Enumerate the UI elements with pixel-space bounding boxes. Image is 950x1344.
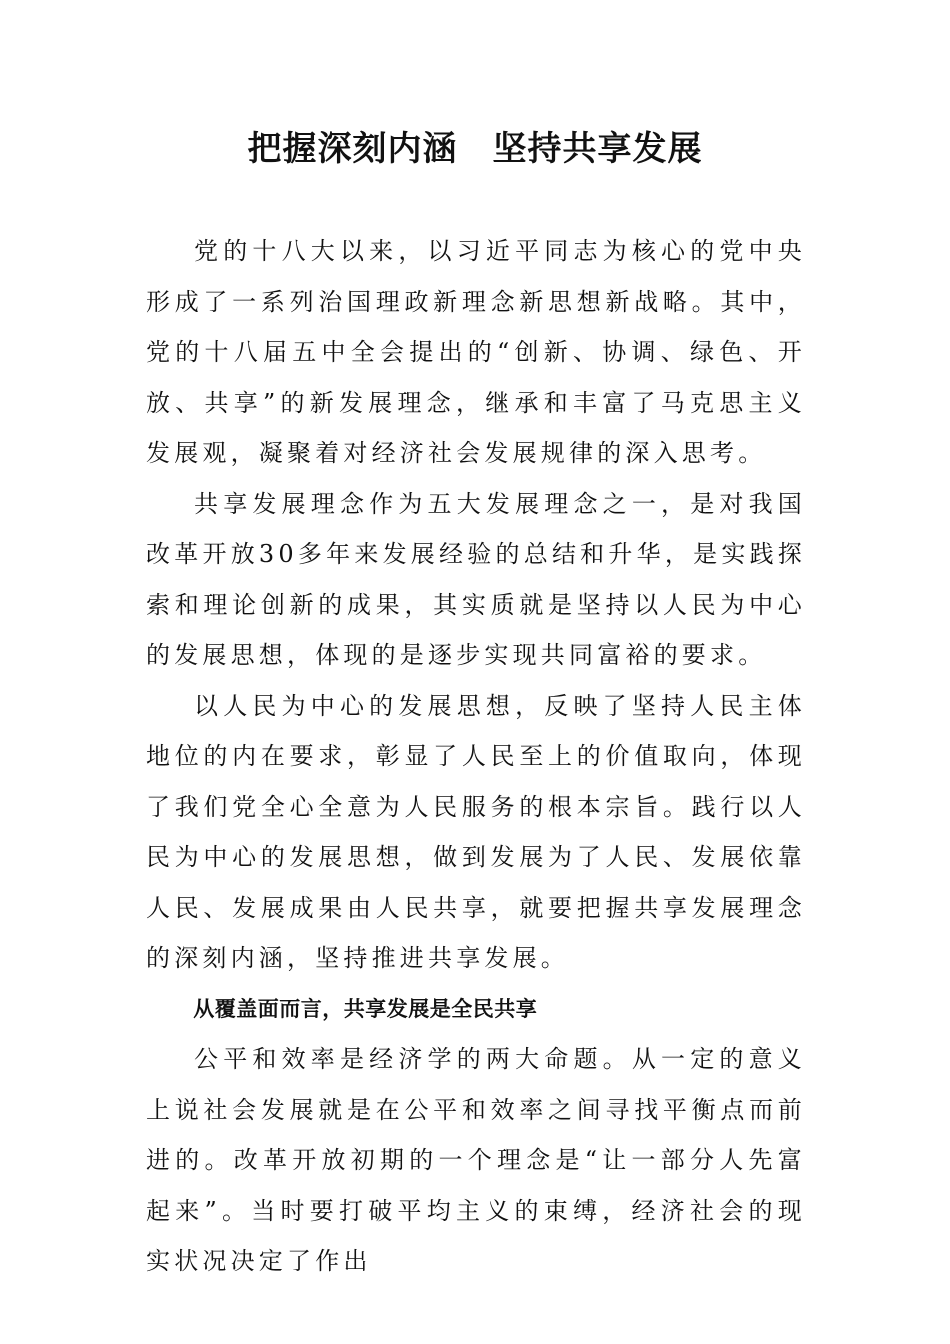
paragraph-4: 公平和效率是经济学的两大命题。从一定的意义上说社会发展就是在公平和效率之间寻找平衡点而前进的。改革开放初期的一个理念是“让一部分人先富起来”。当时要打破平均主义的束缚，经济社会的现实状况决定了作出 — [146, 1045, 806, 1275]
paragraph-3: 以人民为中心的发展思想，反映了坚持人民主体地位的内在要求，彰显了人民至上的价值取向，体现了我们党全心全意为人民服务的根本宗旨。践行以人民为中心的发展思想，做到发展为了人民、发展依靠人民、发展成果由人民共享，就要把握共享发展理念的深刻内涵，坚持推进共享发展。 — [146, 691, 806, 972]
paragraph-2: 共享发展理念作为五大发展理念之一，是对我国改革开放30多年来发展经验的总结和升华，是实践探索和理论创新的成果，其实质就是坚持以人民为中心的发展思想，体现的是逐步实现共同富裕的要求。 — [146, 489, 806, 669]
section-heading: 从覆盖面而言，共享发展是全民共享 — [193, 996, 538, 1021]
paragraph-1: 党的十八大以来，以习近平同志为核心的党中央形成了一系列治国理政新理念新思想新战略。其中，党的十八届五中全会提出的“创新、协调、绿色、开放、共享”的新发展理念，继承和丰富了马克思主义发展观，凝聚着对经济社会发展规律的深入思考。 — [146, 237, 806, 467]
document-title: 把握深刻内涵 坚持共享发展 — [247, 129, 703, 169]
document-body — [146, 226, 806, 1287]
